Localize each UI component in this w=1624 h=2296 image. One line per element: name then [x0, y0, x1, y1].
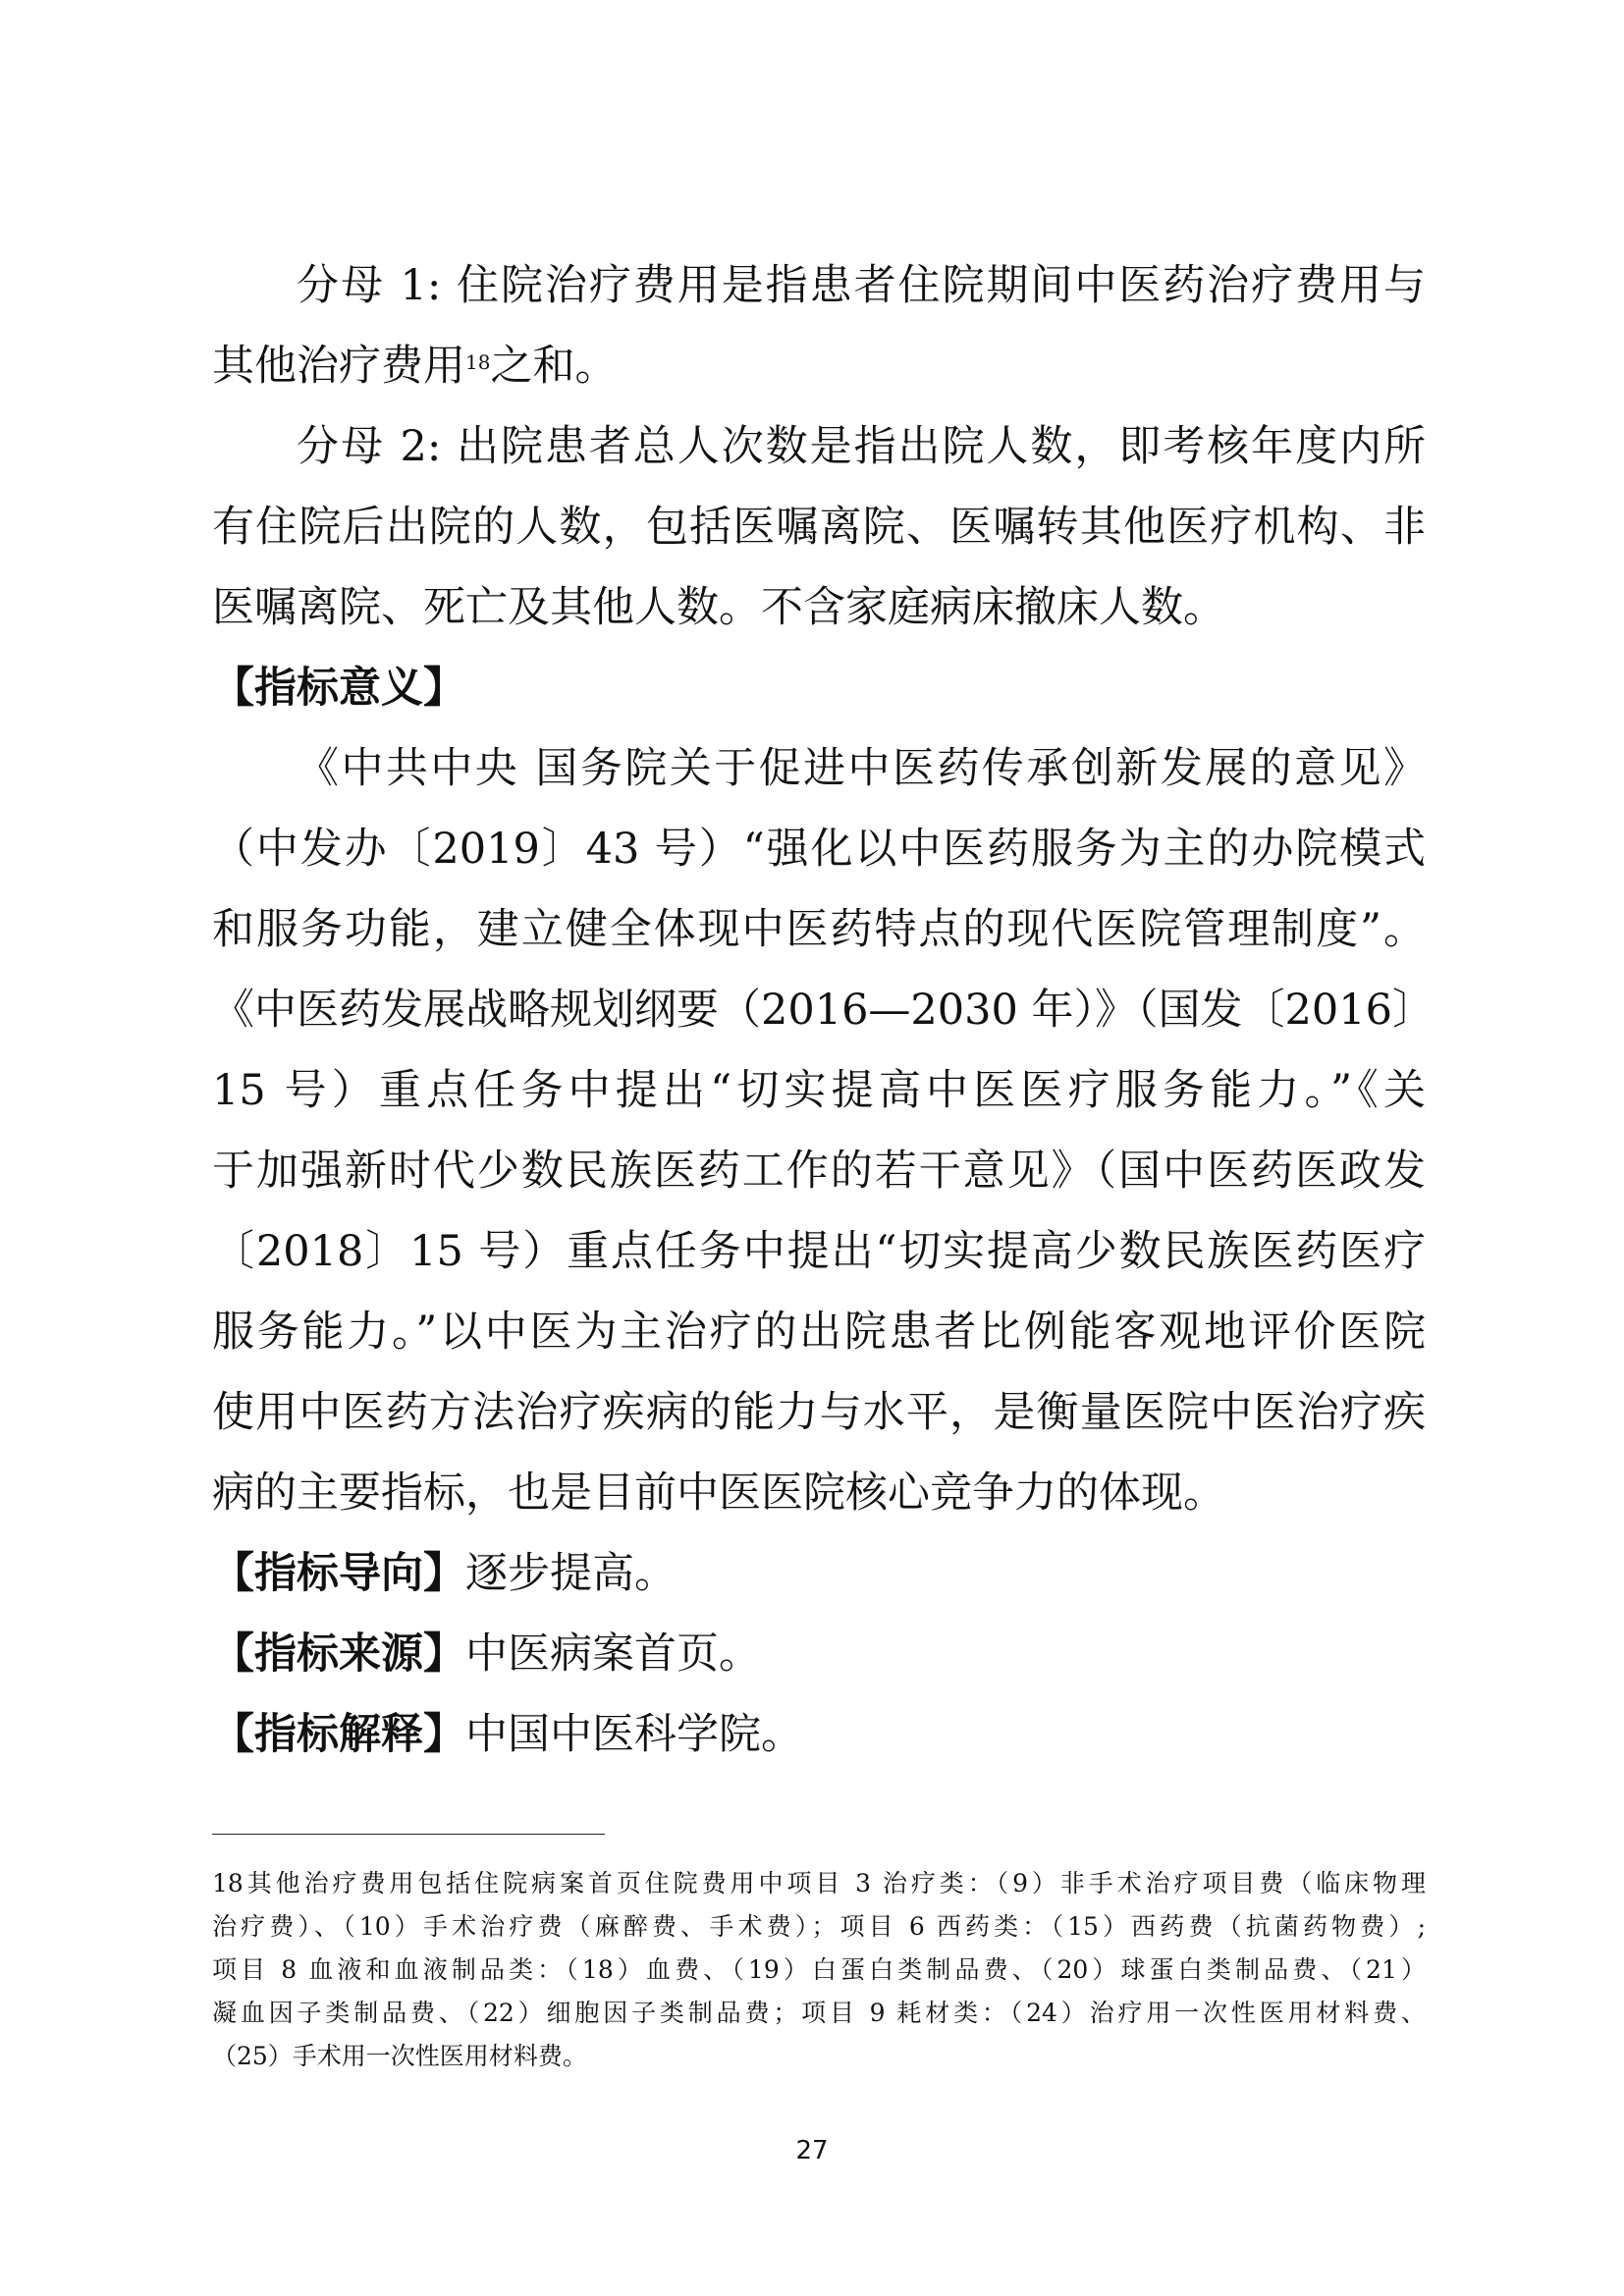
footnote-line4: 凝血因子类制品费、（22）细胞因子类制品费；项目 9 耗材类：（24）治疗用一次性医用材料费、 — [212, 1999, 1426, 2027]
footnote-line5: （25）手术用一次性医用材料费。 — [212, 2042, 587, 2070]
denominator2-line2: 有住院后出院的人数，包括医嘱离院、医嘱转其他医疗机构、非 — [212, 503, 1426, 552]
source-row — [212, 1627, 1426, 1682]
significance-line1: 《中共中央 国务院关于促进中医药传承创新发展的意见》 — [297, 744, 1426, 793]
footnote-line3: 项目 8 血液和血液制品类：（18）血费、（19）白蛋白类制品费、（20）球蛋白类制品费、（21） — [212, 1955, 1426, 1984]
significance-line10: 病的主要指标，也是目前中医医院核心竞争力的体现。 — [212, 1468, 1225, 1518]
source-text: 中医病案首页。 — [465, 1629, 761, 1679]
denominator1-line2 — [212, 339, 1426, 394]
significance-line8: 服务能力。”以中医为主治疗的出院患者比例能客观地评价医院 — [212, 1308, 1426, 1357]
significance-line5: 15 号）重点任务中提出“切实提高中医医疗服务能力。”《关 — [212, 1066, 1426, 1115]
source-heading: 【指标来源】 — [212, 1629, 465, 1679]
interpretation-heading: 【指标解释】 — [212, 1710, 465, 1759]
footnote-line2: 治疗费）、（10）手术治疗费（麻醉费、手术费）；项目 6 西药类：（15）西药费（抗菌药物费）; — [212, 1912, 1426, 1941]
interpretation-text: 中国中医科学院。 — [465, 1710, 803, 1759]
denominator2-line1: 分母 2: 出院患者总人次数是指出院人数，即考核年度内所 — [297, 422, 1426, 471]
footnote-reference: 18 — [465, 350, 491, 374]
direction-text: 逐步提高。 — [465, 1549, 677, 1598]
footnote-line1: 18其他治疗费用包括住院病案首页住院费用中项目 3 治疗类：（9）非手术治疗项目费（临床物理 — [212, 1869, 1426, 1897]
denominator1-text: 其他治疗费用 — [212, 342, 465, 391]
denominator1-line1: 分母 1: 住院治疗费用是指患者住院期间中医药治疗费用与 — [297, 261, 1426, 310]
significance-line7: 〔2018〕15 号）重点任务中提出“切实提高少数民族医药医疗 — [212, 1227, 1426, 1276]
significance-line9: 使用中医药方法治疗疾病的能力与水平，是衡量医院中医治疗疾 — [212, 1388, 1426, 1437]
direction-heading: 【指标导向】 — [212, 1549, 465, 1598]
footnote-separator — [212, 1834, 605, 1835]
direction-row — [212, 1546, 1426, 1601]
significance-line2: （中发办〔2019〕43 号）“强化以中医药服务为主的办院模式 — [212, 825, 1426, 874]
significance-line4: 《中医药发展战略规划纲要（2016—2030 年）》（国发〔2016〕 — [212, 986, 1435, 1035]
denominator1-text-end: 之和。 — [490, 342, 618, 391]
significance-heading: 【指标意义】 — [212, 664, 465, 713]
page-number: 27 — [795, 2136, 829, 2165]
interpretation-row — [212, 1707, 1426, 1762]
significance-line6: 于加强新时代少数民族医药工作的若干意见》（国中医药医政发 — [212, 1147, 1426, 1196]
significance-line3: 和服务功能，建立健全体现中医药特点的现代医院管理制度”。 — [212, 905, 1426, 954]
denominator2-line3: 医嘱离院、死亡及其他人数。不含家庭病床撤床人数。 — [212, 583, 1225, 632]
